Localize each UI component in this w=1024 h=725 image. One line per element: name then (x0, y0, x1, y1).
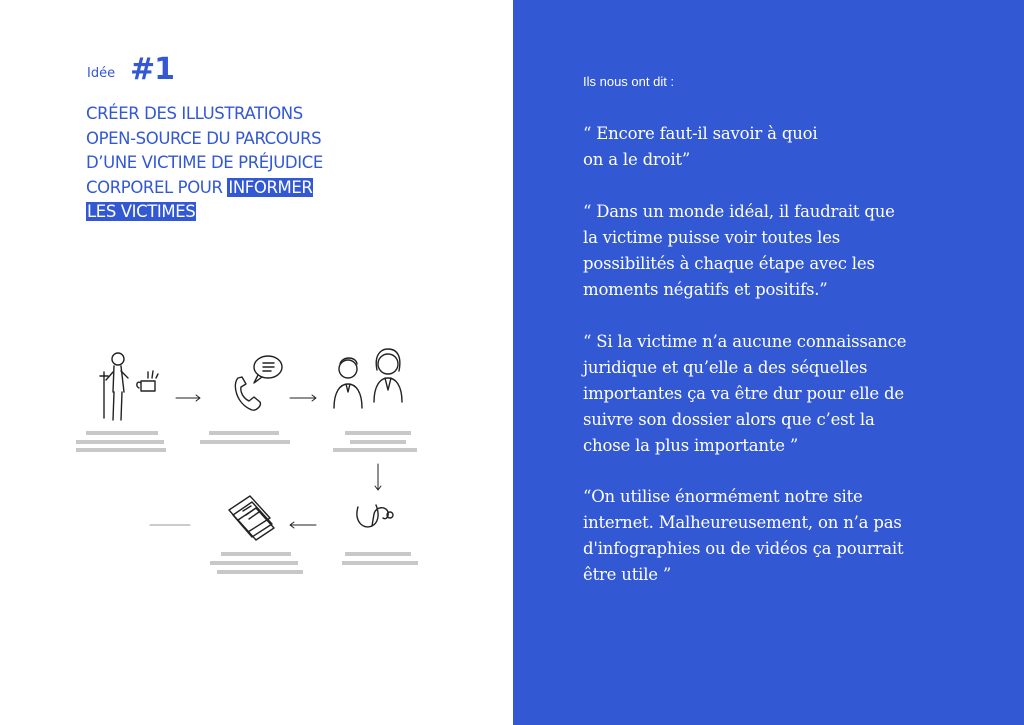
placeholder-bars (76, 431, 418, 574)
stethoscope-icon (357, 505, 393, 527)
quotes-intro: Ils nous ont dit : (583, 74, 675, 89)
quote-line: d'infographies ou de vidéos ça pourrait (583, 539, 904, 558)
quote-line: suivre son dossier alors que c’est la (583, 410, 875, 429)
quote-line: “ Dans un monde idéal, il faudrait que (583, 202, 895, 221)
quote-line: internet. Malheureusement, on n’a pas (583, 513, 902, 532)
injured-person-icon (100, 353, 158, 420)
quote-line: “On utilise énormément notre site (583, 487, 863, 506)
title-line: OPEN-SOURCE DU PARCOURS (86, 128, 322, 148)
lawyers-icon (334, 349, 402, 408)
quote-line: juridique et qu’elle a des séquelles (583, 358, 868, 377)
title-text: CORPOREL POUR (86, 177, 228, 197)
title-highlight: INFORMER (228, 177, 313, 197)
quote-line: être utile ” (583, 565, 672, 584)
quote-4 (583, 484, 973, 588)
quote-line: on a le droit” (583, 150, 691, 169)
quote-line: “ Si la victime n’a aucune connaissance (583, 332, 907, 351)
quote-line: la victime puisse voir toutes les (583, 228, 841, 247)
title-line: CRÉER DES ILLUSTRATIONS (86, 104, 303, 123)
quote-3 (583, 329, 973, 459)
quote-line: chose la plus importante ” (583, 436, 799, 455)
quote-line: “ Encore faut-il savoir à quoi (583, 124, 818, 143)
quote-line: importantes ça va être dur pour elle de (583, 384, 904, 403)
quote-1 (583, 121, 973, 173)
phone-call-icon (235, 356, 282, 410)
title-highlight: LES VICTIMES (87, 202, 196, 221)
idea-number: #1 (130, 52, 175, 87)
quote-line: moments négatifs et positifs.” (583, 280, 828, 299)
quote-2 (583, 199, 973, 303)
title-line: D’UNE VICTIME DE PRÉJUDICE (86, 153, 323, 172)
idea-label: Idée (87, 66, 116, 81)
documents-icon (229, 496, 274, 540)
quote-line: possibilités à chaque étape avec les (583, 254, 875, 273)
